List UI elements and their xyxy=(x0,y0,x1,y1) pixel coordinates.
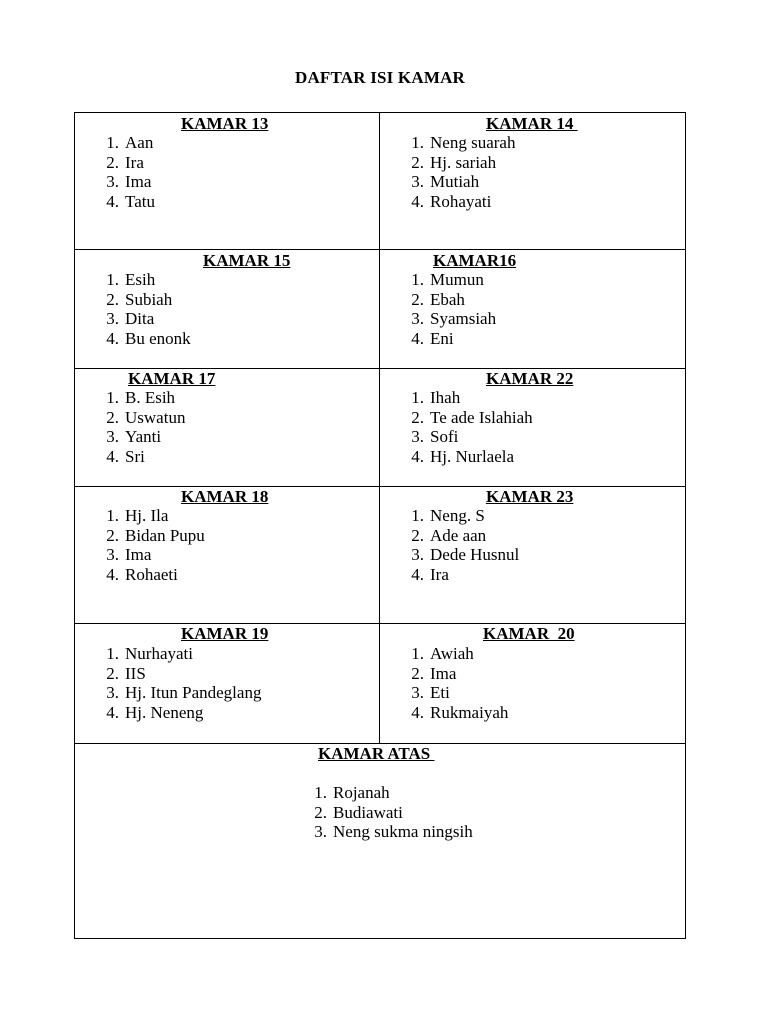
list-item: 2. Subiah xyxy=(106,289,173,309)
room-title-14: KAMAR 14 xyxy=(486,114,578,133)
list-item: 3. Mutiah xyxy=(411,172,480,192)
room-list-atas xyxy=(283,783,473,842)
list-item: 2. Bidan Pupu xyxy=(106,525,205,545)
list-item: 2. Ade aan xyxy=(411,525,487,545)
list-item: 2. Hj. sariah xyxy=(411,152,497,172)
room-list-17 xyxy=(75,388,185,467)
list-item: 1. Ihah xyxy=(411,388,461,407)
list-item: 1. Aan xyxy=(106,133,154,152)
room-title-19: KAMAR 19 xyxy=(181,624,269,643)
room-title-23: KAMAR 23 xyxy=(486,487,574,506)
room-list-14 xyxy=(380,133,515,212)
list-item: 3. Hj. Itun Pandeglang xyxy=(106,683,262,703)
list-item: 4. Rohayati xyxy=(411,192,492,212)
list-item: 3. Sofi xyxy=(411,427,459,447)
list-item: 3. Dita xyxy=(106,309,155,329)
row-divider xyxy=(75,486,685,487)
list-item: 1. Rojanah xyxy=(314,783,390,802)
room-title-20: KAMAR 20 xyxy=(483,624,575,643)
room-title-13: KAMAR 13 xyxy=(181,114,269,133)
room-title-16: KAMAR16 xyxy=(433,251,517,270)
list-item: 4. Tatu xyxy=(106,192,155,212)
room-list-22 xyxy=(380,388,533,467)
list-item: 1. B. Esih xyxy=(106,388,176,407)
room-title-17: KAMAR 17 xyxy=(128,369,216,388)
room-list-20 xyxy=(380,644,508,723)
room-table xyxy=(74,112,686,939)
list-item: 1. Neng suarah xyxy=(411,133,516,152)
list-item: 3. Syamsiah xyxy=(411,309,497,329)
list-item: 3. Neng sukma ningsih xyxy=(314,822,473,842)
list-item: 2. Ira xyxy=(106,152,144,172)
list-item: 4. Eni xyxy=(411,329,454,349)
list-item: 4. Bu enonk xyxy=(106,329,191,349)
list-item: 3. Ima xyxy=(106,172,152,192)
list-item: 1. Awiah xyxy=(411,644,474,663)
room-list-13 xyxy=(75,133,155,212)
list-item: 2. Te ade Islahiah xyxy=(411,407,533,427)
list-item: 2. Ima xyxy=(411,663,457,683)
list-item: 4. Hj. Nurlaela xyxy=(411,447,515,467)
list-item: 1. Hj. Ila xyxy=(106,506,169,525)
list-item: 3. Yanti xyxy=(106,427,162,447)
list-item: 1. Esih xyxy=(106,270,156,289)
list-item: 2. Budiawati xyxy=(314,802,403,822)
list-item: 2. Uswatun xyxy=(106,407,186,427)
room-list-16 xyxy=(380,270,496,349)
list-item: 3. Eti xyxy=(411,683,450,703)
list-item: 2. IIS xyxy=(106,663,146,683)
list-item: 3. Dede Husnul xyxy=(411,545,520,565)
list-item: 1. Mumun xyxy=(411,270,484,289)
row-divider xyxy=(75,623,685,624)
list-item: 1. Neng. S xyxy=(411,506,485,525)
room-title-22: KAMAR 22 xyxy=(486,369,574,388)
list-item: 4. Rukmaiyah xyxy=(411,703,509,723)
room-title-atas: KAMAR ATAS xyxy=(318,744,435,763)
document-title: DAFTAR ISI KAMAR xyxy=(294,68,466,87)
room-list-19 xyxy=(75,644,261,723)
list-item: 4. Sri xyxy=(106,447,145,467)
row-divider xyxy=(75,249,685,250)
room-title-15: KAMAR 15 xyxy=(203,251,291,270)
room-list-15 xyxy=(75,270,191,349)
room-list-18 xyxy=(75,506,205,585)
list-item: 4. Ira xyxy=(411,565,449,585)
list-item: 1. Nurhayati xyxy=(106,644,193,663)
list-item: 4. Rohaeti xyxy=(106,565,178,585)
list-item: 2. Ebah xyxy=(411,289,465,309)
list-item: 3. Ima xyxy=(106,545,152,565)
room-title-18: KAMAR 18 xyxy=(181,487,269,506)
room-list-23 xyxy=(380,506,519,585)
list-item: 4. Hj. Neneng xyxy=(106,703,204,723)
